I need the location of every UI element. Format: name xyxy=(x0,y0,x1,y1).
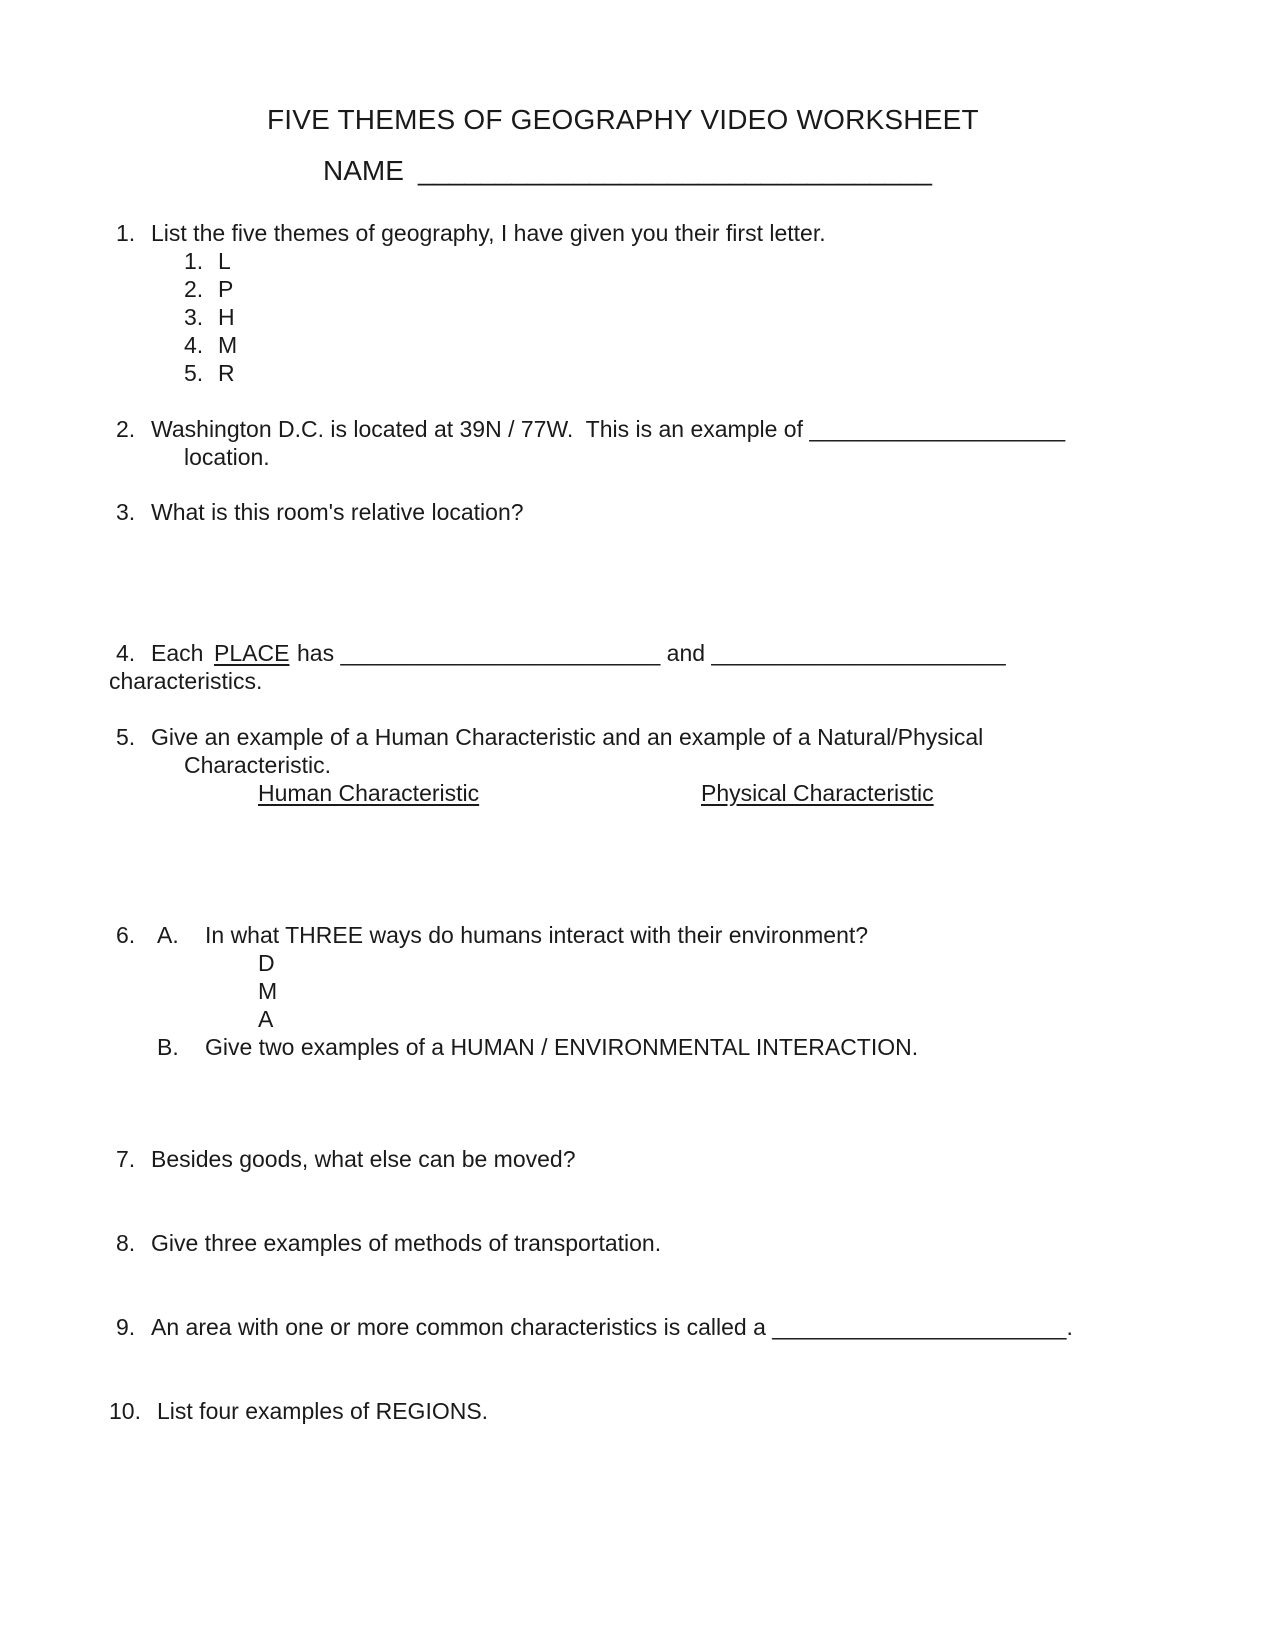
q3-number: 3. xyxy=(116,499,136,525)
q4-continuation: characteristics. xyxy=(109,668,263,694)
q1-text: List the five themes of geography, I have given you their first letter. xyxy=(151,220,826,246)
q1-item-number: 2. xyxy=(184,276,204,302)
q6-part-b-text: Give two examples of a HUMAN / ENVIRONMENTAL INTERACTION. xyxy=(205,1034,919,1060)
q9-text: An area with one or more common characteristics is called a _______________________. xyxy=(151,1314,1073,1340)
q2-text: Washington D.C. is located at 39N / 77W. This is an example of ____________________ xyxy=(151,416,1066,442)
name-field-blank[interactable]: _________________________________ xyxy=(418,155,932,186)
q1-item-number: 3. xyxy=(184,304,204,330)
q6-number: 6. xyxy=(116,922,136,948)
q1-item-letter: L xyxy=(218,248,231,274)
q5-text: Give an example of a Human Characteristic and an example of a Natural/Physical xyxy=(151,724,984,750)
q4-each: Each xyxy=(151,640,204,666)
q1-number: 1. xyxy=(116,220,136,246)
q1-item-number: 5. xyxy=(184,360,204,386)
worksheet-title: FIVE THEMES OF GEOGRAPHY VIDEO WORKSHEET xyxy=(267,104,979,135)
q6-letter: A xyxy=(258,1006,274,1032)
q1-item-number: 4. xyxy=(184,332,204,358)
q8-text: Give three examples of methods of transportation. xyxy=(151,1230,662,1256)
q3-text: What is this room's relative location? xyxy=(151,499,524,525)
q7-text: Besides goods, what else can be moved? xyxy=(151,1146,576,1172)
q4-text: has _________________________ and _______________________ xyxy=(297,640,1006,666)
q5-continuation: Characteristic. xyxy=(184,752,331,778)
q5-physical-heading: Physical Characteristic xyxy=(701,780,934,806)
q6-letter: M xyxy=(258,978,278,1004)
q10-text: List four examples of REGIONS. xyxy=(157,1398,489,1424)
name-label: NAME xyxy=(323,155,404,186)
q1-item-letter: P xyxy=(218,276,234,302)
q1-item-letter: M xyxy=(218,332,238,358)
q5-number: 5. xyxy=(116,724,136,750)
q1-item-letter: H xyxy=(218,304,235,330)
q1-item-letter: R xyxy=(218,360,235,386)
q2-continuation: location. xyxy=(184,444,270,470)
q6-part-b-label: B. xyxy=(157,1034,179,1060)
q5-human-heading: Human Characteristic xyxy=(258,780,480,806)
q6-part-a-text: In what THREE ways do humans interact with their environment? xyxy=(205,922,869,948)
q1-item-number: 1. xyxy=(184,248,204,274)
q4-number: 4. xyxy=(116,640,136,666)
q6-letter: D xyxy=(258,950,275,976)
q7-number: 7. xyxy=(116,1146,136,1172)
q6-part-a-label: A. xyxy=(157,922,179,948)
q8-number: 8. xyxy=(116,1230,136,1256)
q10-number: 10. xyxy=(109,1398,141,1424)
q2-number: 2. xyxy=(116,416,136,442)
q4-place-underlined: PLACE xyxy=(214,640,290,666)
q9-number: 9. xyxy=(116,1314,136,1340)
